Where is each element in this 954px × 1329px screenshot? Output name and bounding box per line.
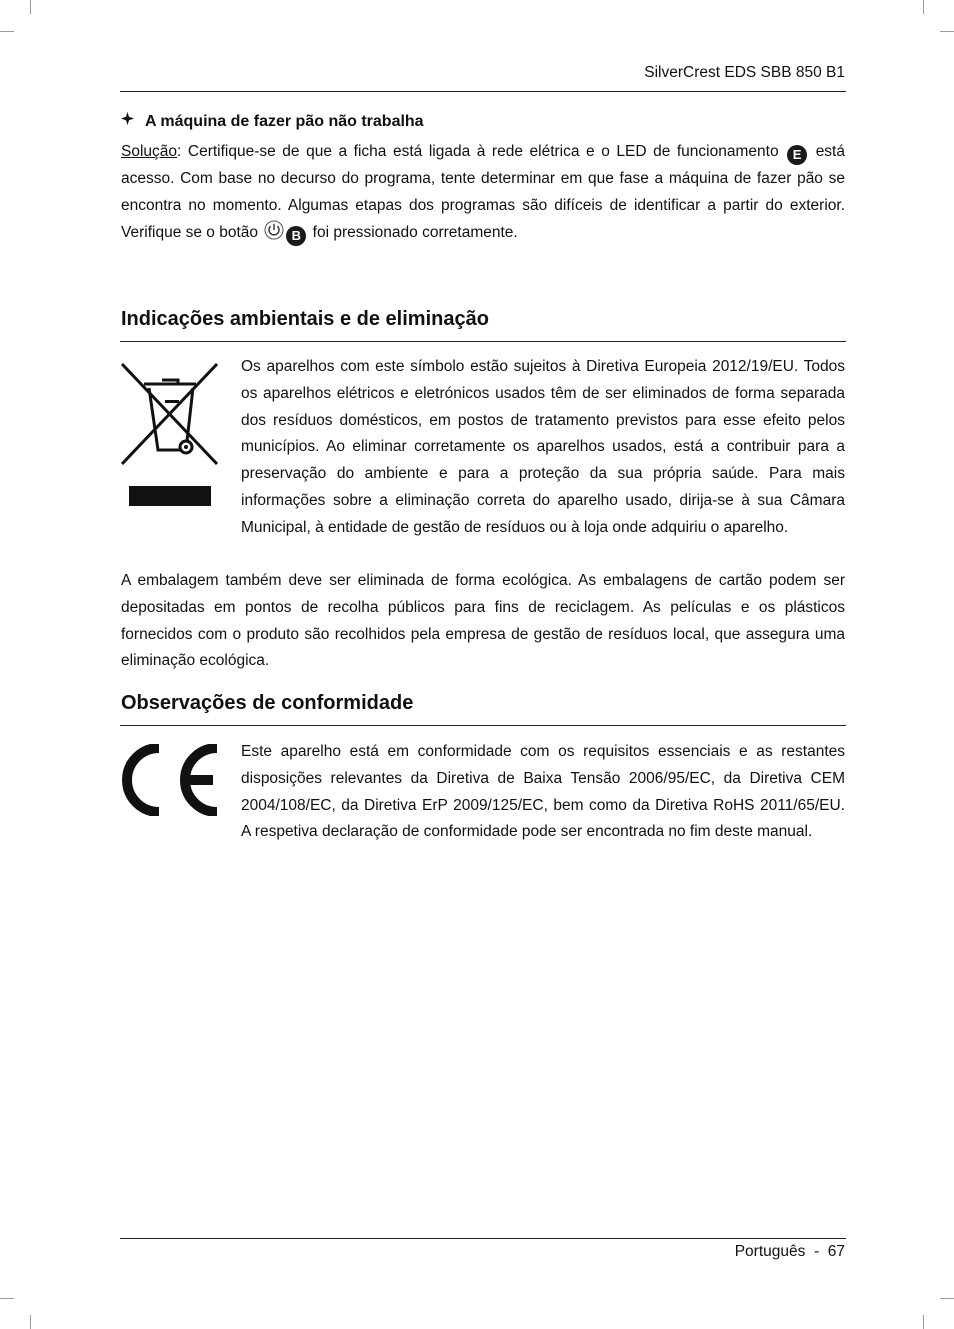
- conformity-heading: Observações de conformidade: [121, 692, 414, 714]
- troubleshoot-heading: [121, 112, 424, 131]
- led-e-icon: E: [787, 145, 807, 165]
- diamond-bullet-icon: [121, 112, 145, 128]
- solution-label: Solução: [121, 143, 178, 160]
- crop-mark: [0, 31, 14, 32]
- crop-mark: [30, 1315, 31, 1329]
- crop-mark: [30, 0, 31, 14]
- crop-mark: [940, 1298, 954, 1299]
- power-icon: [264, 220, 284, 240]
- conformity-rule: [120, 725, 846, 726]
- environment-rule: [120, 341, 846, 342]
- weee-text: Os aparelhos com este símbolo estão sujeitos à Diretiva Europeia 2012/19/EU. Todos os aparelhos elétricos e eletrónicos usados têm de ser eliminados de forma separada dos resíduos domésticos, em postos de tratamento previstos para esse efeito pelos municípios. Ao eliminar corretamente os aparelhos usados, está a contribuir para a preservação do ambiente e para a proteção da sua própria saúde. Para mais informações sobre a eliminação correta do aparelho usado, dirija-se à sua Câmara Municipal, à entidade de gestão de resíduos ou à loja onde adquiriu o aparelho.: [241, 358, 845, 536]
- header-title: SilverCrest EDS SBB 850 B1: [644, 64, 845, 81]
- packaging-text: A embalagem também deve ser eliminada de forma ecológica. As embalagens de cartão podem ser depositadas em pontos de recolha públicos para fins de reciclagem. As películas e os plásticos fornecidos com o produto são recolhidos pela empresa de gestão de resíduos local, que assegura uma eliminação ecológica.: [121, 572, 845, 670]
- crop-mark: [0, 1298, 14, 1299]
- page-footer: Português - 67: [734, 1243, 845, 1260]
- troubleshoot-solution: Solução: Certifique-se de que a ficha está ligada à rede elétrica e o LED de funcionamento E está acesso. Com base no decurso do programa, tente determinar em que fase a máquina de fazer pão se encontra no momento. Algumas etapas dos programas são difíceis de identificar a partir do exterior. Verifique se o botão B foi pressionado corretamente.: [121, 138, 845, 246]
- crop-mark: [923, 1315, 924, 1329]
- environment-heading: Indicações ambientais e de eliminação: [121, 308, 489, 330]
- conformity-text: Este aparelho está em conformidade com os requisitos essenciais e as restantes disposições relevantes da Diretiva de Baixa Tensão 2006/95/EC, da Diretiva CEM 2004/108/EC, da Diretiva ErP 2009/125/EC, bem como da Diretiva RoHS 2011/65/EU. A respetiva declaração de conformidade pode ser encontrada no fim deste manual.: [241, 743, 845, 841]
- button-b-icon: B: [286, 226, 306, 246]
- footer-rule: [120, 1238, 846, 1239]
- crop-mark: [923, 0, 924, 14]
- ce-mark-icon: [121, 744, 221, 816]
- troubleshoot-title: A máquina de fazer pão não trabalha: [145, 113, 424, 130]
- crossed-out-wheelie-bin-icon: [120, 362, 220, 508]
- crop-mark: [940, 31, 954, 32]
- header-rule: [120, 91, 846, 92]
